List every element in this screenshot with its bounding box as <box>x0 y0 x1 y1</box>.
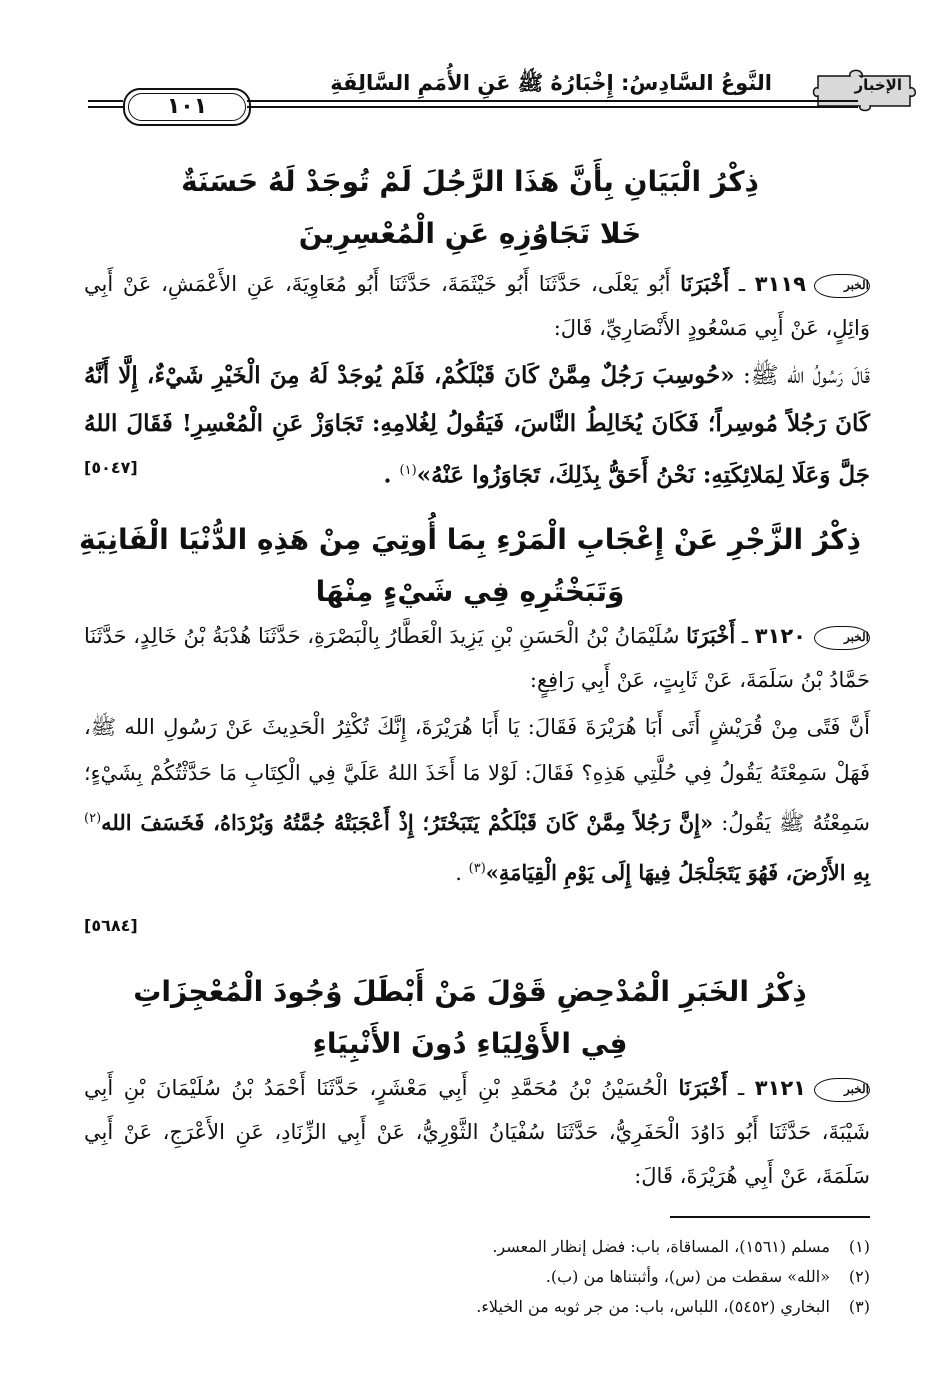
footnote-text: «الله» سقطت من (س)، وأثبتناها من (ب). <box>545 1267 830 1286</box>
hadith-number: ٣١٢١ <box>754 1076 806 1100</box>
hadith-matn: قَالَ رَسُولُ الله ﷺ: «حُوسِبَ رَجُلٌ مِمَّنْ كَانَ قَبْلَكُمْ، فَلَمْ يُوجَدْ لَهُ مِنَ الْخَيْرِ شَيْءٌ، إِلَّا أَنَّهُ كَانَ رَجُلاً مُوسِراً؛ فَكَانَ يُخَالِطُ النَّاسَ، فَيَقُولُ لِغُلامِهِ: تَجَاوَزْ عَنِ الْمُعْسِرِ! فَقَالَ اللهُ جَلَّ وَعَلَا لِمَلائِكَتِهِ: نَحْنُ أَحَقُّ بِذَلِكَ، تَجَاوَزُوا عَنْهُ»$^{(١)}$ . <box>84 362 870 489</box>
matn-text: «حُوسِبَ رَجُلٌ مِمَّنْ كَانَ قَبْلَكُمْ، فَلَمْ يُوجَدْ لَهُ مِنَ الْخَيْرِ شَيْءٌ، إِلَّا أَنَّهُ كَانَ رَجُلاً مُوسِراً؛ فَكَانَ يُخَالِطُ النَّاسَ، فَيَقُولُ لِغُلامِهِ: تَجَاوَزْ عَنِ الْمُعْسِرِ! فَقَالَ اللهُ جَلَّ وَعَلَا لِمَلائِكَتِهِ: نَحْنُ أَحَقُّ بِذَلِكَ، تَجَاوَزُوا عَنْهُ» <box>84 362 870 489</box>
chapter-heading-1 <box>70 156 870 260</box>
hadith-matn: أَنَّ فَتًى مِنْ قُرَيْشٍ أَتَى أَبَا هُرَيْرَةَ فَقَالَ: يَا أَبَا هُرَيْرَةَ، إِنَّكَ تُكْثِرُ الْحَدِيثَ عَنْ رَسُولِ الله ﷺ، فَهَلْ سَمِعْتَهُ يَقُولُ فِي حُلَّتِي هَذِهِ؟ فَقَالَ: لَوْلا مَا أَخَذَ اللهُ عَلَيَّ فِي الْكِتَابِ مَا حَدَّثْتُكُمْ بِشَيْءٍ؛ سَمِعْتُهُ ﷺ يَقُولُ: «إِنَّ رَجُلاً مِمَّنْ كَانَ قَبْلَكُمْ يَتَبَخْتَرُ؛ إِذْ أَعْجَبَتْهُ جُمَّتُهُ وَبُرْدَاهُ، فَخَسَفَ الله$^{(٢)}$ بِهِ الأَرْضَ، فَهُوَ يَتَجَلْجَلُ فِيهَا إِلَى يَوْمِ الْقِيَامَةِ»$^{(٣)}$ . <box>84 715 870 885</box>
isnad-text: الْحُسَيْنُ بْنُ مُحَمَّدِ بْنِ أَبِي مَعْشَرٍ، حَدَّثَنَا أَحْمَدُ بْنُ سُلَيْمَانَ بْنِ أَبِي شَيْبَةَ، حَدَّثَنَا أَبُو دَاوُدَ الْحَفَرِيُّ، حَدَّثَنَا سُفْيَانُ الثَّوْرِيُّ، عَنْ أَبِي الزِّنَادِ، عَنِ الأَعْرَجِ، عَنْ أَبِي سَلَمَةَ، عَنْ أَبِي هُرَيْرَةَ، قَالَ: <box>84 1076 870 1188</box>
isnad-text: سُلَيْمَانُ بْنُ الْحَسَنِ بْنِ يَزِيدَ الْعَطَّارُ بِالْبَصْرَةِ، حَدَّثَنَا هُدْبَةُ بْنُ خَالِدٍ، حَدَّثَنَا حَمَّادُ بْنُ سَلَمَةَ، عَنْ ثَابِتٍ، عَنْ أَبِي رَافِعٍ: <box>84 624 870 692</box>
footnote-marker: (٢) <box>84 811 102 826</box>
hadith-isnad: الخبر٣١٢١ ـ أَخْبَرَنَا الْحُسَيْنُ بْنُ مُحَمَّدِ بْنِ أَبِي مَعْشَرٍ، حَدَّثَنَا أَحْمَدُ بْنُ سُلَيْمَانَ بْنِ أَبِي شَيْبَةَ، حَدَّثَنَا أَبُو دَاوُدَ الْحَفَرِيُّ، حَدَّثَنَا سُفْيَانُ الثَّوْرِيُّ، عَنْ أَبِي الزِّنَادِ، عَنِ الأَعْرَجِ، عَنْ أَبِي سَلَمَةَ، عَنْ أَبِي هُرَيْرَةَ، قَالَ: <box>84 1075 870 1188</box>
header-rule-left-2 <box>88 106 123 108</box>
khabar-marker-icon: الخبر <box>814 274 870 298</box>
akhbarana-word: أَخْبَرَنَا <box>686 623 736 648</box>
hadith-number: ٣١٢٠ <box>754 624 806 648</box>
header-rule-right-1 <box>247 100 858 102</box>
running-title: النَّوعُ السَّادِسُ: إِخْبَارُهُ ﷺ عَنِ الأُمَمِ السَّالِفَةِ <box>330 71 772 95</box>
footnote-marker: (٣) <box>468 861 486 876</box>
page-number-frame <box>123 88 251 126</box>
chapter-heading-2 <box>70 514 870 618</box>
isnad-text: أَبُو يَعْلَى، حَدَّثَنَا أَبُو خَيْثَمَةَ، حَدَّثَنَا أَبُو مُعَاوِيَةَ، عَنِ الأَعْمَشِ، عَنْ أَبِي وَائِلٍ، عَنْ أَبِي مَسْعُودٍ الأَنْصَارِيِّ، قَالَ: <box>84 272 870 340</box>
chapter-heading-line: فِي الأَوْلِيَاءِ دُونَ الأَنْبِيَاءِ <box>312 1027 628 1060</box>
matn-text: «إِنَّ رَجُلاً مِمَّنْ كَانَ قَبْلَكُمْ يَتَبَخْتَرُ؛ إِذْ أَعْجَبَتْهُ جُمَّتُهُ وَبُرْدَاهُ، فَخَسَفَ الله <box>101 810 714 835</box>
footnote-item <box>90 1232 870 1262</box>
khabar-marker-icon: الخبر <box>814 626 870 650</box>
header-rule-right-2 <box>247 106 858 108</box>
hadith-isnad: الخبر٣١٢٠ ـ أَخْبَرَنَا سُلَيْمَانُ بْنُ الْحَسَنِ بْنِ يَزِيدَ الْعَطَّارُ بِالْبَصْرَةِ، حَدَّثَنَا هُدْبَةُ بْنُ خَالِدٍ، حَدَّثَنَا حَمَّادُ بْنُ سَلَمَةَ، عَنْ ثَابِتٍ، عَنْ أَبِي رَافِعٍ: <box>84 623 870 692</box>
page-number: ١٠١ <box>166 94 208 119</box>
footnote-separator <box>670 1216 870 1218</box>
hadith-isnad: الخبر٣١١٩ ـ أَخْبَرَنَا أَبُو يَعْلَى، حَدَّثَنَا أَبُو خَيْثَمَةَ، حَدَّثَنَا أَبُو مُعَاوِيَةَ، عَنِ الأَعْمَشِ، عَنْ أَبِي وَائِلٍ، عَنْ أَبِي مَسْعُودٍ الأَنْصَارِيِّ، قَالَ: <box>84 271 870 340</box>
chapter-heading-line: ذِكْرُ الخَبَرِ الْمُدْحِضِ قَوْلَ مَنْ أَبْطَلَ وُجُودَ الْمُعْجِزَاتِ <box>133 975 807 1008</box>
footnote-item <box>90 1292 870 1322</box>
matn-intro: أَنَّ فَتًى مِنْ قُرَيْشٍ أَتَى أَبَا هُرَيْرَةَ فَقَالَ: يَا أَبَا هُرَيْرَةَ، إِنَّكَ تُكْثِرُ الْحَدِيثَ عَنْ رَسُولِ الله ﷺ، فَهَلْ سَمِعْتَهُ يَقُولُ فِي حُلَّتِي هَذِهِ؟ فَقَالَ: لَوْلا مَا أَخَذَ اللهُ عَلَيَّ فِي الْكِتَابِ مَا حَدَّثْتُكُمْ بِشَيْءٍ؛ سَمِعْتُهُ ﷺ يَقُولُ: <box>84 715 870 835</box>
akhbarana-word: أَخْبَرَنَا <box>680 271 730 296</box>
footnote-text: البخاري (٥٤٥٢)، اللباس، باب: من جر ثوبه من الخيلاء. <box>476 1297 830 1316</box>
reference-number: [٥٦٨٤] <box>84 916 138 935</box>
section-label: الإخبار <box>854 76 902 94</box>
reference-number: [٥٠٤٧] <box>84 458 138 477</box>
khabar-marker-icon: الخبر <box>814 1078 870 1102</box>
chapter-heading-line: خَلا تَجَاوُزِهِ عَنِ الْمُعْسِرِينَ <box>298 217 642 250</box>
header-rule-left-1 <box>88 100 123 102</box>
chapter-heading-line: وَتَبَخْتُرِهِ فِي شَيْءٍ مِنْهَا <box>315 575 625 608</box>
page-header <box>88 62 902 130</box>
matn-intro: قَالَ رَسُولُ الله ﷺ: <box>734 363 870 389</box>
chapter-heading-line: ذِكْرُ الْبَيَانِ بِأَنَّ هَذَا الرَّجُلَ لَمْ تُوجَدْ لَهُ حَسَنَةٌ <box>181 165 759 198</box>
footnote-number: (٢) <box>848 1267 870 1286</box>
chapter-heading-3 <box>70 966 870 1070</box>
footnote-number: (١) <box>848 1237 870 1256</box>
chapter-heading-line: ذِكْرُ الزَّجْرِ عَنْ إِعْجَابِ الْمَرْءِ بِمَا أُوتِيَ مِنْ هَذِهِ الدُّنْيَا الْفَانِيَةِ <box>79 523 861 556</box>
footnote-text: مسلم (١٥٦١)، المساقاة، باب: فضل إنظار المعسر. <box>492 1237 830 1256</box>
akhbarana-word: أَخْبَرَنَا <box>678 1075 728 1100</box>
footnote-number: (٣) <box>848 1297 870 1316</box>
matn-text-cont: بِهِ الأَرْضَ، فَهُوَ يَتَجَلْجَلُ فِيهَا إِلَى يَوْمِ الْقِيَامَةِ» <box>485 860 870 885</box>
footnote-item <box>90 1262 870 1292</box>
hadith-number: ٣١١٩ <box>754 272 806 296</box>
footnote-marker: (١) <box>399 463 417 478</box>
